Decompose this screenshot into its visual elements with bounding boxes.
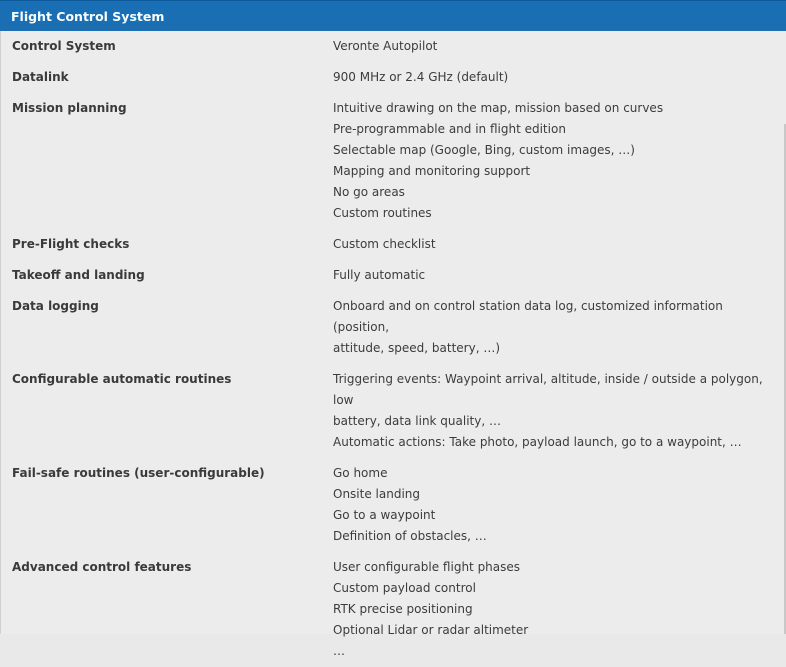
value-line: 900 MHz or 2.4 GHz (default) — [333, 70, 509, 84]
value-line: Veronte Autopilot — [333, 39, 438, 53]
value-line: Custom payload control — [333, 581, 476, 595]
table-row — [1, 364, 786, 458]
row-label: Advanced control features — [12, 560, 192, 574]
table-row — [1, 552, 786, 667]
table-row — [1, 291, 786, 364]
value-line: Triggering events: Waypoint arrival, altitude, inside / outside a polygon, low — [333, 372, 763, 407]
value-line: Optional Lidar or radar altimeter — [333, 623, 529, 637]
row-value — [333, 234, 786, 255]
row-label: Fail-safe routines (user-configurable) — [12, 466, 265, 480]
row-value — [333, 67, 786, 88]
table-row — [1, 229, 786, 260]
value-line: Definition of obstacles, … — [333, 529, 487, 543]
table-row — [1, 260, 786, 291]
value-line: Fully automatic — [333, 268, 426, 282]
row-label: Control System — [12, 39, 116, 53]
row-value — [333, 369, 786, 453]
table-row — [1, 62, 786, 93]
row-label: Pre-Flight checks — [12, 237, 130, 251]
value-line: … — [333, 644, 345, 658]
row-value — [333, 557, 786, 662]
value-line: Onsite landing — [333, 487, 421, 501]
value-line: No go areas — [333, 185, 405, 199]
row-value — [333, 265, 786, 286]
row-label: Configurable automatic routines — [12, 372, 232, 386]
value-line: User configurable flight phases — [333, 560, 521, 574]
row-value — [333, 463, 786, 547]
row-label: Mission planning — [12, 101, 127, 115]
row-value — [333, 98, 786, 224]
value-line: Selectable map (Google, Bing, custom images, …) — [333, 143, 635, 157]
value-line: Onboard and on control station data log, customized information (position, — [333, 299, 723, 334]
table-row — [1, 31, 786, 62]
value-line: Intuitive drawing on the map, mission based on curves — [333, 101, 664, 115]
value-line: RTK precise positioning — [333, 602, 473, 616]
table-title: Flight Control System — [11, 8, 165, 24]
value-line: Pre-programmable and in flight edition — [333, 122, 566, 136]
value-line: Mapping and monitoring support — [333, 164, 531, 178]
value-line: attitude, speed, battery, …) — [333, 341, 501, 355]
table-body — [0, 31, 786, 658]
row-label: Takeoff and landing — [12, 268, 145, 282]
table-row — [1, 93, 786, 229]
value-line: Automatic actions: Take photo, payload launch, go to a waypoint, … — [333, 435, 742, 449]
table-row — [1, 458, 786, 552]
value-line: Go home — [333, 466, 388, 480]
row-value — [333, 296, 786, 359]
row-label: Datalink — [12, 70, 69, 84]
row-label: Data logging — [12, 299, 99, 313]
value-line: Custom routines — [333, 206, 432, 220]
value-line: Custom checklist — [333, 237, 436, 251]
table-header — [0, 0, 786, 31]
row-value — [333, 36, 786, 57]
value-line: Go to a waypoint — [333, 508, 436, 522]
value-line: battery, data link quality, … — [333, 414, 501, 428]
